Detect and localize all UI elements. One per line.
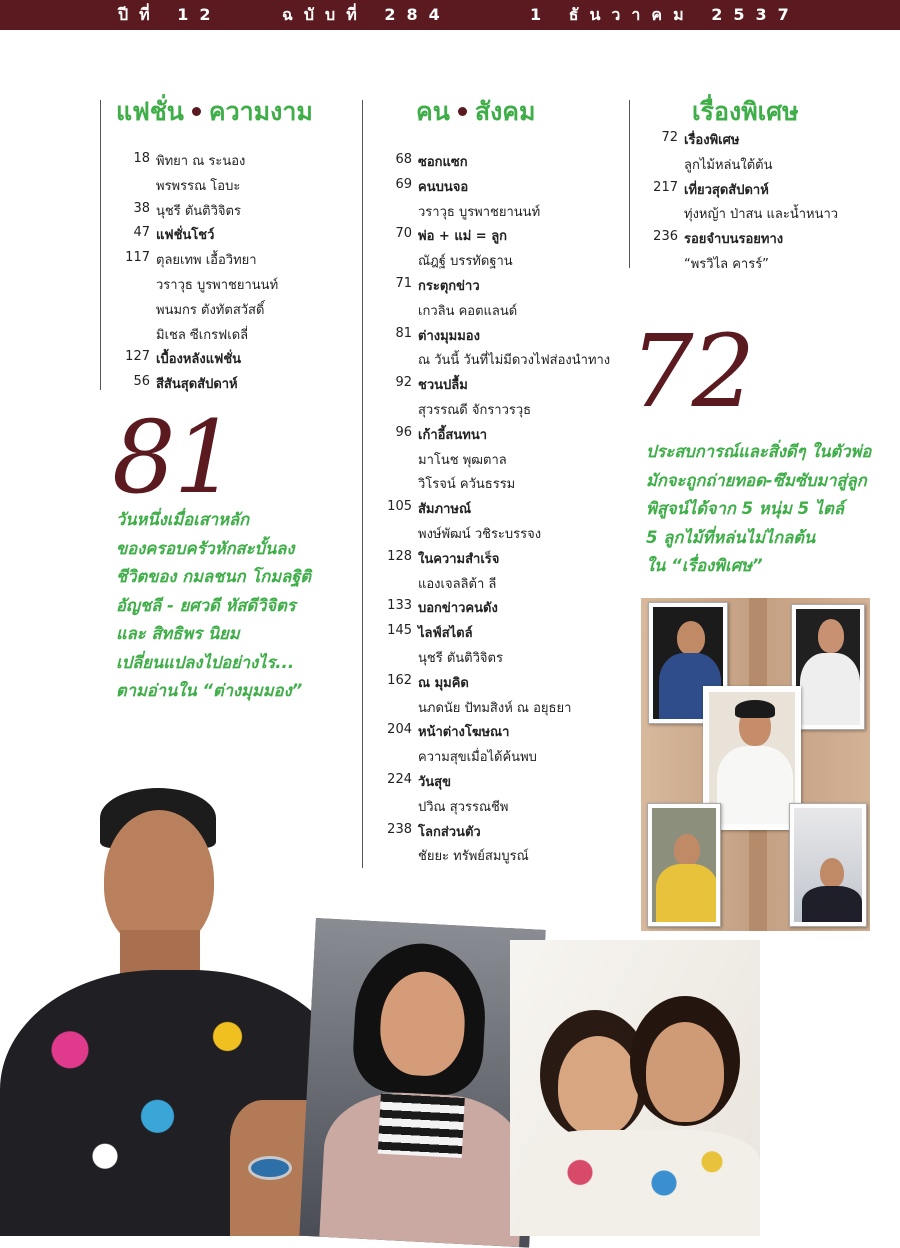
entry-title: เที่ยวสุดสัปดาห์ [684, 182, 769, 198]
blurb-line: อัญชลี - ยศวดี หัสดีวิจิตร [116, 595, 296, 615]
entry-subtitle: พงษ์พัฒน์ วชิระบรรจง [418, 526, 542, 542]
contents-entry [634, 176, 894, 201]
people-contents-list [368, 148, 628, 867]
entry-title: เบื้องหลังแฟชั่น [156, 352, 242, 368]
contents-entry [368, 619, 628, 644]
page-number: 71 [395, 275, 412, 291]
contents-entry [634, 250, 894, 275]
page-number: 69 [395, 176, 412, 192]
blurb-line: วันหนึ่งเมื่อเสาหลัก [116, 510, 250, 529]
entry-subtitle: วิโรจน์ ควันธรรม [418, 477, 516, 493]
blurb-line: ตามอ่านใน “ต่างมุมมอง” [116, 681, 303, 700]
column-divider-fashion [100, 100, 101, 390]
entry-subtitle: พรพรรณ โอบะ [156, 178, 241, 194]
feature-81-number: 81 [112, 399, 236, 516]
page-number: 72 [661, 130, 678, 145]
entry-subtitle: ลูกไม้หล่นใต้ต้น [684, 157, 773, 173]
contents-entry [368, 297, 628, 322]
page-number: 162 [387, 672, 412, 688]
entry-title: วันสุข [418, 774, 452, 790]
entry-subtitle: วราวุธ บูรพาชยานนท์ [156, 277, 279, 293]
heading-people-a: คน [416, 97, 450, 126]
contents-entry [368, 793, 628, 818]
entry-subtitle: วราวุธ บูรพาชยานนท์ [418, 204, 541, 220]
contents-entry [634, 151, 894, 176]
contents-entry [106, 147, 356, 172]
entry-title: เก้าอี้สนทนา [418, 427, 487, 443]
contents-entry [368, 148, 628, 173]
entry-subtitle: เกวลิน คอตแลนด์ [418, 303, 518, 319]
entry-subtitle: มาโนช พุฒตาล [418, 452, 507, 468]
heading-people-b: สังคม [474, 97, 536, 126]
issue-header-bar [0, 0, 900, 30]
father-son-collage-photo [641, 598, 870, 931]
entry-subtitle: ณ วันนี้ วันที่ไม่มีดวงไฟส่องนำทาง [418, 353, 611, 369]
heading-fashion-b: ความงาม [208, 97, 313, 126]
contents-entry [368, 222, 628, 247]
contents-entry [368, 247, 628, 272]
page-number: 145 [387, 623, 412, 639]
blurb-line: ประสบการณ์และสิ่งดีๆ ในตัวพ่อ [646, 442, 872, 461]
contents-entry [368, 371, 628, 396]
year-label: ปีที่ 12 [118, 5, 222, 24]
entry-title: ไลฟ์สไตล์ [418, 626, 473, 642]
entry-title: สัมภาษณ์ [418, 502, 472, 518]
heading-bullet [192, 107, 201, 116]
date-label: 1 ธันวาคม 2537 [530, 5, 800, 24]
entry-subtitle: สุวรรณดี จักราวรวุธ [418, 402, 532, 418]
frame-bottom-left [647, 803, 721, 927]
page-number: 47 [133, 225, 150, 241]
blurb-line: ชีวิตของ กมลชนก โกมลฐิติ [116, 567, 312, 586]
contents-entry [368, 594, 628, 619]
young-man-photo [0, 780, 350, 1236]
page-number: 105 [387, 499, 412, 515]
entry-subtitle: ทุ่งหญ้า ป่าสน และน้ำหนาว [684, 207, 839, 223]
section-heading-fashion [116, 92, 313, 132]
fashion-contents-list [106, 147, 356, 395]
contents-entry [368, 322, 628, 347]
frame-bottom-right [789, 803, 867, 927]
entry-subtitle: พิทยา ณ ระนอง [156, 154, 246, 169]
entry-subtitle: นภดนัย ปัทมสิงห์ ณ อยุธยา [418, 700, 572, 716]
contents-entry [368, 470, 628, 495]
contents-entry [368, 173, 628, 198]
entry-subtitle: ตุลยเทพ เอื้อวิทยา [156, 253, 257, 269]
entry-title: สีสันสุดสัปดาห์ [156, 377, 238, 393]
contents-entry [106, 246, 356, 271]
contents-entry [368, 272, 628, 297]
entry-subtitle: นุชรี ตันติวิจิตร [156, 203, 241, 219]
contents-entry [368, 718, 628, 743]
entry-title: โลกส่วนตัว [418, 824, 481, 840]
contents-entry [106, 221, 356, 246]
contents-entry [368, 421, 628, 446]
heading-fashion-a: แฟชั่น [116, 97, 184, 126]
contents-entry [634, 126, 894, 151]
contents-entry [368, 768, 628, 793]
feature-72-blurb [646, 438, 871, 581]
entry-title: พ่อ + แม่ = ลูก [418, 229, 508, 245]
contents-entry [106, 321, 356, 346]
column-divider-people [362, 100, 363, 868]
woman-photo [299, 918, 545, 1248]
entry-subtitle: นุชรี ตันติวิจิตร [418, 650, 503, 666]
blurb-line: เปลี่ยนแปลงไปอย่างไร... [116, 652, 295, 672]
page-number: 92 [395, 375, 412, 391]
contents-entry [634, 225, 894, 250]
issue-label: ฉบับที่ 284 [282, 5, 451, 24]
column-divider-special [629, 100, 630, 268]
entry-title: แฟชั่นโชว์ [156, 228, 215, 244]
blurb-line: 5 ลูกไม้ที่หล่นไม่ไกลต้น [646, 527, 816, 547]
entry-subtitle: ชัยยะ ทรัพย์สมบูรณ์ [418, 849, 529, 865]
page-number: 236 [653, 229, 678, 245]
blurb-line: มักจะถูกถ่ายทอด-ซึมซับมาสู่ลูก [646, 470, 867, 490]
page-number: 133 [387, 598, 412, 614]
section-heading-special: เรื่องพิเศษ [692, 97, 799, 126]
page-number: 70 [395, 226, 412, 242]
contents-entry [368, 694, 628, 719]
contents-entry [368, 520, 628, 545]
contents-entry [106, 345, 356, 370]
frame-top-right [791, 604, 865, 730]
contents-entry [368, 669, 628, 694]
page-number: 56 [133, 374, 150, 390]
page-number: 68 [395, 152, 412, 167]
contents-entry [368, 842, 628, 867]
page-number: 127 [125, 349, 150, 365]
entry-subtitle: ณัฎฐ์ บรรทัดฐาน [418, 254, 513, 270]
page-number: 18 [133, 151, 150, 166]
contents-entry [368, 545, 628, 570]
special-contents-list [634, 126, 894, 275]
contents-entry [368, 198, 628, 223]
contents-entry [106, 271, 356, 296]
entry-title: ชวนปลื้ม [418, 378, 468, 394]
page-number: 117 [125, 250, 150, 266]
page-number: 204 [387, 722, 412, 738]
entry-subtitle: “พรวิไล คารร์” [684, 256, 769, 272]
page-number: 217 [653, 179, 678, 195]
contents-entry [106, 370, 356, 395]
blurb-line: และ สิทธิพร นิยม [116, 624, 240, 643]
page-number: 128 [387, 548, 412, 564]
contents-entry [106, 172, 356, 197]
entry-subtitle: ความสุขเมื่อได้ค้นพบ [418, 750, 537, 766]
entry-subtitle: แองเจลลิต้า ลี [418, 576, 497, 592]
entry-title: หน้าต่างโฆษณา [418, 725, 510, 741]
feature-72-number: 72 [630, 313, 754, 430]
contents-entry [106, 197, 356, 222]
section-heading-people [416, 92, 536, 132]
contents-entry [368, 570, 628, 595]
two-girls-photo [510, 940, 760, 1236]
entry-title: ณ มุมคิด [418, 675, 469, 691]
entry-title: กระตุกข่าว [418, 278, 480, 294]
entry-title: ซอกแซก [418, 155, 468, 170]
page-number: 238 [387, 821, 412, 837]
entry-subtitle: มิเชล ซีเกรฟเดลี่ [156, 327, 249, 343]
page-number: 81 [395, 325, 412, 341]
entry-title: บอกข่าวคนดัง [418, 601, 498, 617]
contents-entry [368, 818, 628, 843]
heading-bullet [458, 107, 467, 116]
blurb-line: ใน “เรื่องพิเศษ” [646, 556, 763, 575]
contents-entry [368, 446, 628, 471]
contents-entry [106, 296, 356, 321]
blurb-line: พิสูจน์ได้จาก 5 หนุ่ม 5 ไตล์ [646, 499, 844, 518]
contents-entry [368, 644, 628, 669]
entry-title: รอยจำบนรอยทาง [684, 232, 784, 248]
page-number: 224 [387, 771, 412, 787]
contents-entry [634, 200, 894, 225]
feature-81-blurb [116, 506, 311, 706]
page-number: 96 [395, 424, 412, 440]
entry-title: ในความสำเร็จ [418, 551, 500, 567]
contents-entry [368, 495, 628, 520]
entry-subtitle: ปวิณ สุวรรณชีพ [418, 799, 509, 815]
entry-title: เรื่องพิเศษ [684, 133, 740, 148]
contents-entry [368, 396, 628, 421]
contents-entry [368, 743, 628, 768]
contents-entry [368, 346, 628, 371]
entry-title: ต่างมุมมอง [418, 328, 480, 344]
entry-subtitle: พนมกร ตังทัตสวัสดิ์ [156, 302, 265, 318]
entry-title: คนบนจอ [418, 179, 469, 195]
blurb-line: ของครอบครัวหักสะบั้นลง [116, 538, 295, 558]
page-number: 38 [133, 200, 150, 216]
